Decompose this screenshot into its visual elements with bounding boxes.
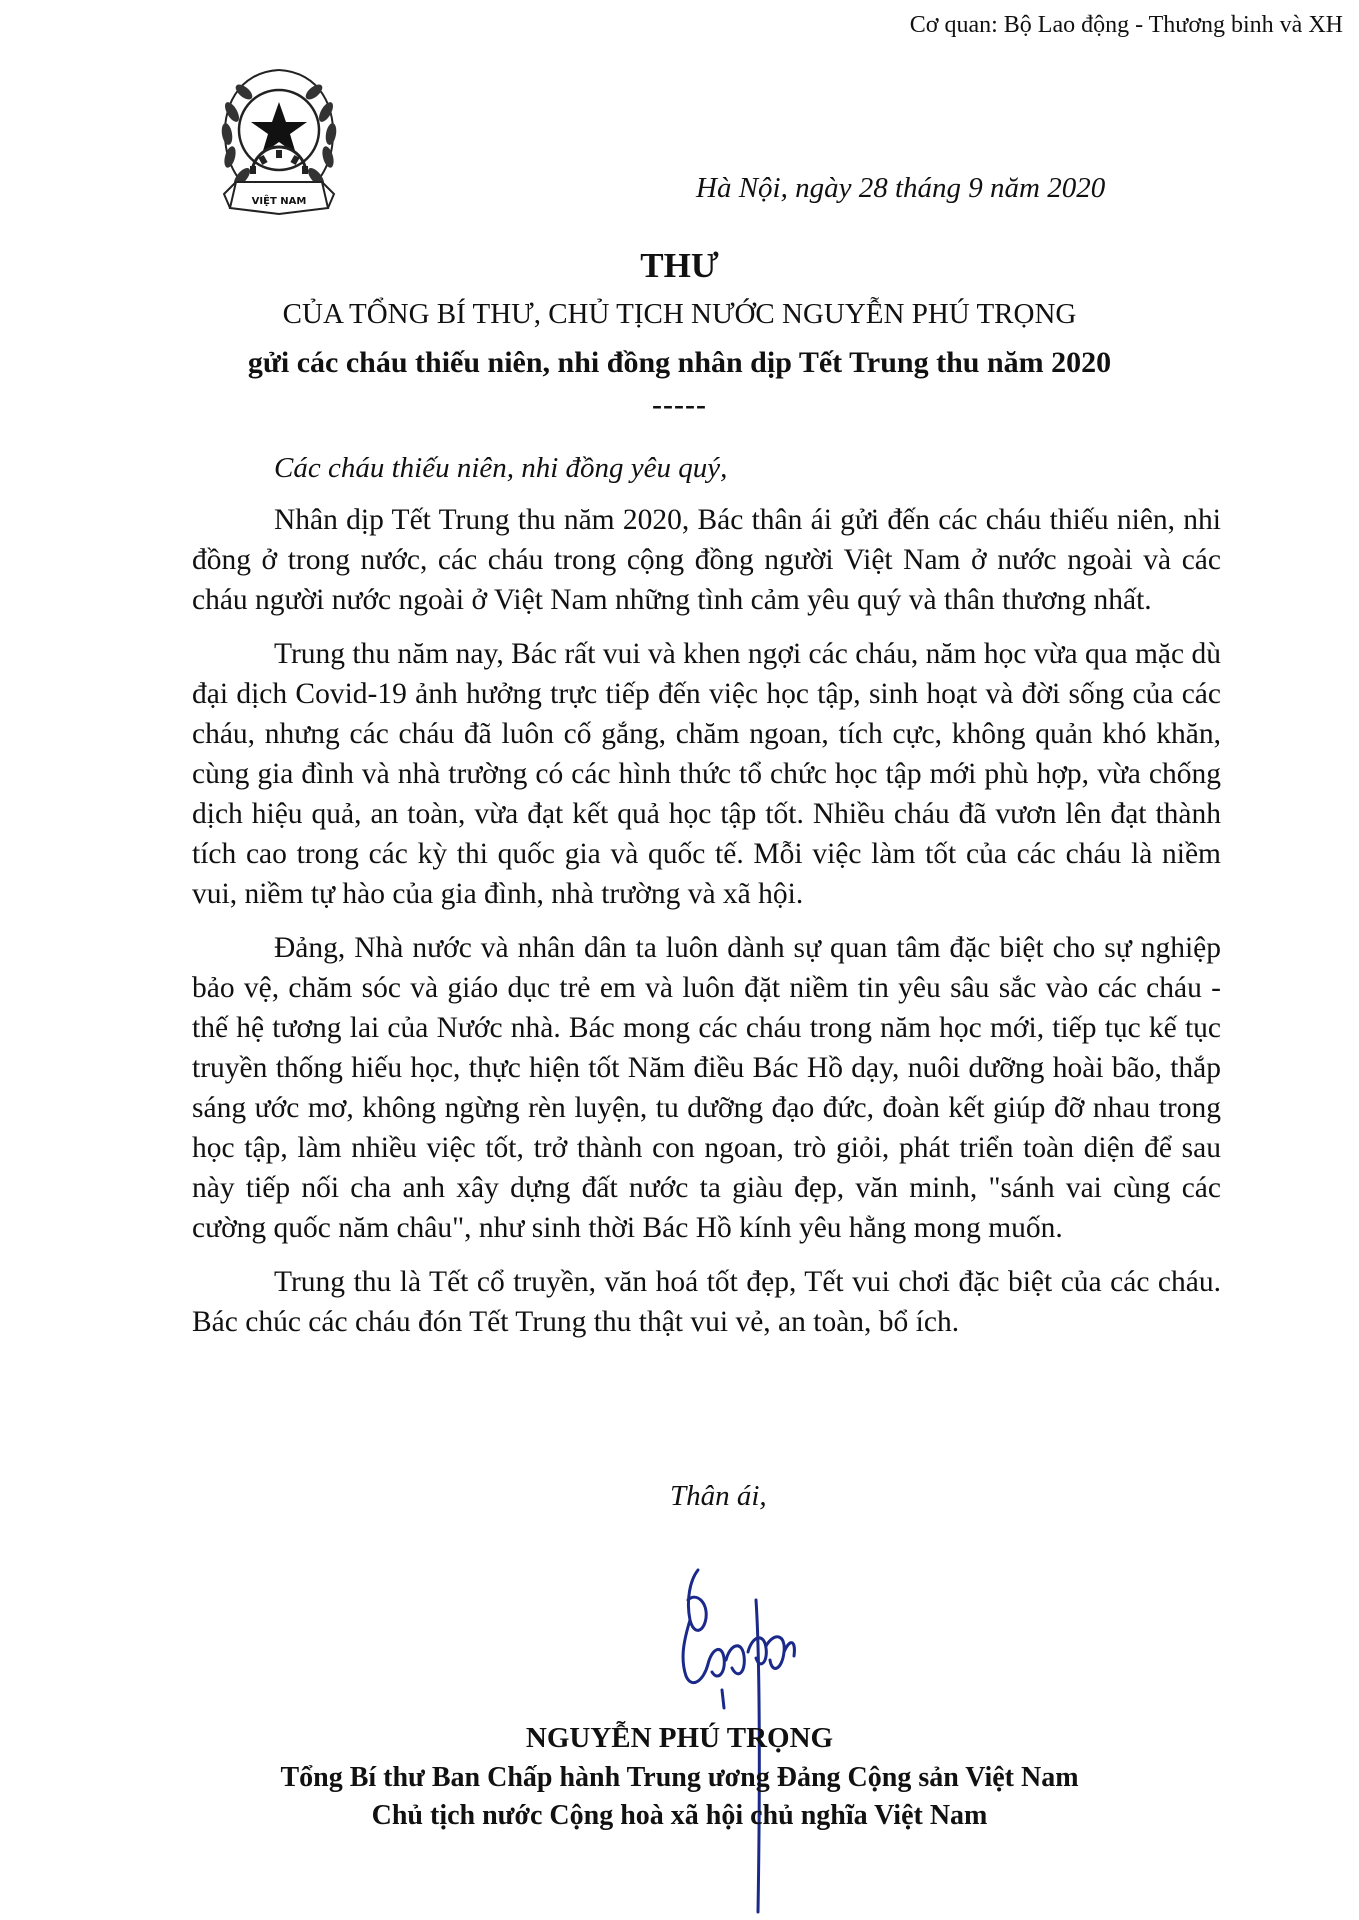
paragraph: Nhân dịp Tết Trung thu năm 2020, Bác thân ái gửi đến các cháu thiếu niên, nhi đồng ở trong nước, các cháu trong cộng đồng người Việt Nam ở nước ngoài và các cháu người nước ngoài ở Việt Nam những tình cảm yêu quý và thân thương nhất. (192, 504, 1221, 616)
salutation: Các cháu thiếu niên, nhi đồng yêu quý, (274, 452, 728, 484)
signer-name: NGUYỄN PHÚ TRỌNG (525, 1722, 834, 1754)
letter-title: THƯ (640, 246, 719, 285)
closing: Thân ái, (670, 1480, 767, 1512)
signer-role-party: Tổng Bí thư Ban Chấp hành Trung ương Đảng Cộng sản Việt Nam (280, 1762, 1079, 1793)
letter-subtitle-author: CỦA TỔNG BÍ THƯ, CHỦ TỊCH NƯỚC NGUYỄN PHÚ TRỌNG (282, 298, 1077, 330)
paragraph: Trung thu là Tết cổ truyền, văn hoá tốt đẹp, Tết vui chơi đặc biệt của các cháu. Bác chúc các cháu đón Tết Trung thu thật vui vẻ, an toàn, bổ ích. (192, 1266, 1221, 1338)
paragraph: Trung thu năm nay, Bác rất vui và khen ngợi các cháu, năm học vừa qua mặc dù đại dịch Covid-19 ảnh hưởng trực tiếp đến việc học tập, sinh hoạt và đời sống của các cháu, nhưng các cháu đã luôn cố gắng, chăm ngoan, tích cực, không quản khó khăn, cùng gia đình và nhà trường có các hình thức tổ chức học tập mới phù hợp, vừa chống dịch hiệu quả, an toàn, vừa đạt kết quả học tập tốt. Nhiều cháu đã vươn lên đạt thành tích cao trong các kỳ thi quốc gia và quốc tế. Mỗi việc làm tốt của các cháu là niềm vui, niềm tự hào của gia đình, nhà trường và xã hội. (192, 638, 1221, 910)
emblem-ribbon-text: VIỆT NAM (251, 196, 307, 207)
agency-label: Cơ quan: Bộ Lao động - Thương binh và XH (909, 12, 1343, 38)
title-separator: ----- (652, 388, 707, 421)
letter-subtitle-recipients: gửi các cháu thiếu niên, nhi đồng nhân dịp Tết Trung thu năm 2020 (247, 346, 1112, 379)
letter-body (192, 500, 1221, 1356)
signer-role-state: Chủ tịch nước Cộng hoà xã hội chủ nghĩa Việt Nam (371, 1800, 988, 1831)
paragraph: Đảng, Nhà nước và nhân dân ta luôn dành sự quan tâm đặc biệt cho sự nghiệp bảo vệ, chăm sóc và giáo dục trẻ em và luôn đặt niềm tin yêu sâu sắc vào các cháu - thế hệ tương lai của Nước nhà. Bác mong các cháu trong năm học mới, tiếp tục kế tục truyền thống hiếu học, thực hiện tốt Năm điều Bác Hồ dạy, nuôi dưỡng hoài bão, thắp sáng ước mơ, không ngừng rèn luyện, tu dưỡng đạo đức, đoàn kết giúp đỡ nhau trong học tập, làm nhiều việc tốt, trở thành con ngoan, trò giỏi, phát triển toàn diện để sau này tiếp nối cha anh xây dựng đất nước ta giàu đẹp, văn minh, "sánh vai cùng các cường quốc năm châu", như sinh thời Bác Hồ kính yêu hằng mong muốn. (192, 932, 1221, 1244)
national-emblem-icon (214, 62, 344, 234)
dateline: Hà Nội, ngày 28 tháng 9 năm 2020 (696, 172, 1106, 204)
